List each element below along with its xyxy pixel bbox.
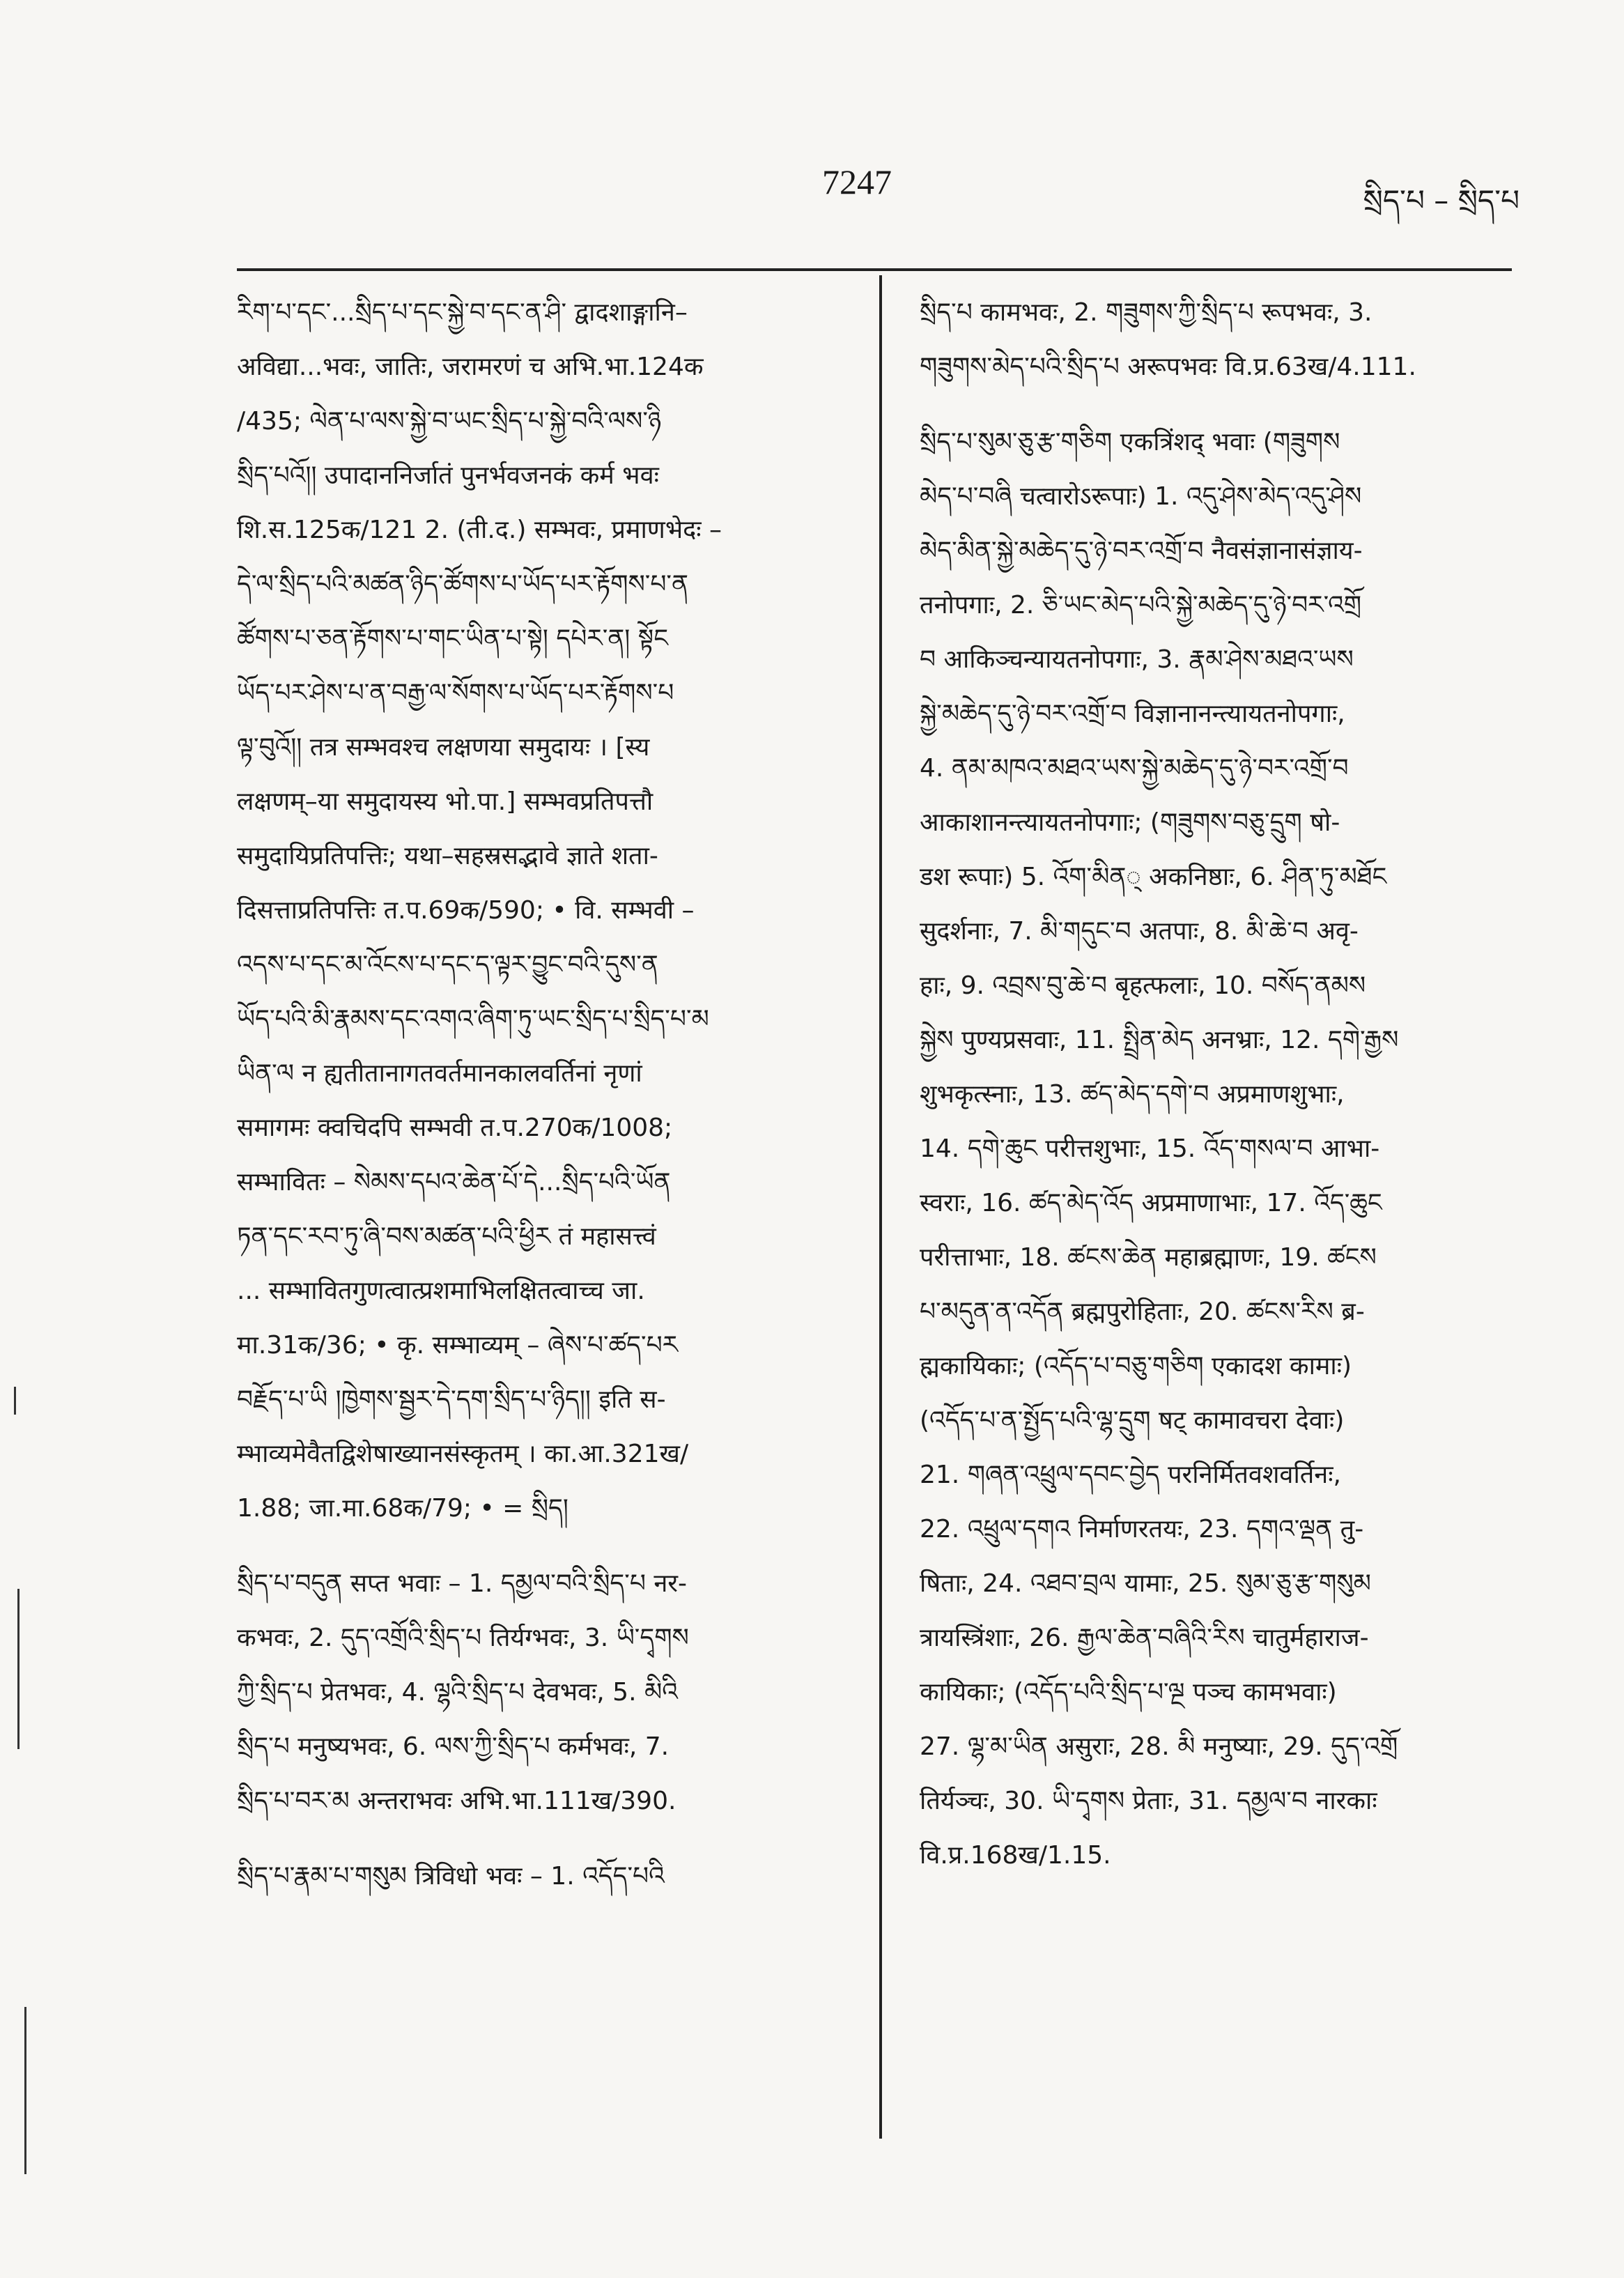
text-line: སྲིད་པ་བར་མ अन्तराभवः अभि.भा.111ख/390.	[237, 1787, 676, 1815]
dictionary-entry	[237, 1849, 850, 1904]
text-line: བ आकिञ्चन्यायतनोपगाः, 3. རྣམ་ཤེས་མཐའ་ཡས	[920, 645, 1354, 674]
text-line: 22. འཕྲུལ་དགའ निर्माणरतयः, 23. དགའ་ལྡན तु-	[920, 1515, 1364, 1544]
text-line: སྲིད་པ་རྣམ་པ་གསུམ त्रिविधो भवः – 1. འདོད་པའི	[237, 1862, 665, 1891]
text-line: ཏན་དང་རབ་ཏུ་ཞི་བས་མཚན་པའི་ཕྱིར तं महासत्त्वं	[237, 1222, 656, 1251]
text-line: परीत्ताभाः, 18. ཚངས་ཆེན महाब्रह्माणः, 19. ཚངས	[920, 1243, 1377, 1272]
text-line: समागमः क्वचिदपि सम्भवी त.प.270क/1008;	[237, 1114, 673, 1142]
text-line: སྐྱེ་མཆེད་དུ་ཉེ་བར་འགྲོ་བ विज्ञानानन्त्यायतनोपगाः,	[920, 700, 1345, 728]
text-line: 1.88; जा.मा.68क/79; • = སྲིད།	[237, 1494, 569, 1523]
dictionary-entry	[920, 286, 1519, 394]
text-line: तिर्यञ्चः, 30. ཡི་དྭགས प्रेताः, 31. དམྱལ་བ नारकाः	[920, 1787, 1377, 1815]
text-line: སྐྱེས पुण्यप्रसवाः, 11. སྤྲིན་མེད अनभ्राः, 12. དགེ་རྒྱས	[920, 1026, 1399, 1054]
text-line: डश रूपाः) 5. འོག་མིན् अकनिष्ठाः, 6. ཤིན་ཏུ་མཐོང	[920, 863, 1387, 891]
text-line: मा.31क/36; • कृ. सम्भाव्यम् – ཞེས་པ་ཚད་པར	[237, 1331, 679, 1360]
text-line: म्भाव्यमेवैतद्विशेषाख्यानसंस्कृतम् । का.आ.321ख/	[237, 1440, 689, 1468]
text-line: शि.स.125क/121 2. (ती.द.) सम्भवः, प्रमाणभेदः –	[237, 516, 722, 544]
header-rule	[237, 268, 1512, 271]
text-line: ལྟ་བུའོ།། तत्र सम्भवश्च लक्षणया समुदायः । [स्य	[237, 733, 650, 762]
dictionary-entry	[237, 1557, 850, 1829]
text-line: त्रायस्त्रिंशाः, 26. རྒྱལ་ཆེན་བཞིའི་རིས चातुर्महाराज-	[920, 1624, 1369, 1652]
text-line: लक्षणम्–या समुदायस्य भो.पा.] सम्भवप्रतिपत्तौ	[237, 787, 654, 816]
column-divider	[879, 275, 882, 2139]
left-margin-mark	[17, 1589, 20, 1749]
text-line: སྲིད་པའོ།། उपादाननिर्जातं पुनर्भवजनकं कर्म भवः	[237, 461, 659, 490]
text-line: འདས་པ་དང་མ་འོངས་པ་དང་ད་ལྟར་བྱུང་བའི་དུས་ན	[237, 951, 658, 979]
text-line: ཡོད་པར་ཤེས་པ་ན་བརྒྱ་ལ་སོགས་པ་ཡོད་པར་རྟོགས་པ	[237, 679, 674, 707]
text-line: ... सम्भावितगुणत्वात्प्रशमाभिलक्षितत्वाच्च जा.	[237, 1277, 645, 1305]
text-line: སྲིད་པ་སུམ་ཅུ་རྩ་གཅིག एकत्रिंशद् भवाः (གཟུགས	[920, 428, 1340, 456]
left-margin-mark	[24, 2007, 26, 2174]
text-line: 4. ནམ་མཁའ་མཐའ་ཡས་སྐྱེ་མཆེད་དུ་ཉེ་བར་འགྲོ་བ	[920, 754, 1349, 783]
text-line: སྲིད་པ मनुष्यभवः, 6. ལས་ཀྱི་སྲིད་པ कर्मभवः, 7.	[237, 1732, 670, 1761]
text-line: བརྗོད་པ་ཡི །ཁྱེགས་སྦྱར་དེ་དག་སྲིད་པ་ཉིད།། इति स-	[237, 1385, 666, 1414]
text-line: वि.प्र.168ख/1.15.	[920, 1841, 1111, 1870]
dictionary-entry	[920, 415, 1519, 1883]
page-number: 7247	[822, 162, 892, 201]
text-line: 27. ལྷ་མ་ཡིན असुराः, 28. མི मनुष्याः, 29. དུད་འགྲོ	[920, 1732, 1398, 1761]
dictionary-entry	[237, 286, 850, 1536]
text-line: शुभकृत्स्नाः, 13. ཚད་མེད་དགེ་བ अप्रमाणशुभाः,	[920, 1080, 1345, 1109]
text-line: དེ་ལ་སྲིད་པའི་མཚན་ཉིད་ཚོགས་པ་ཡོད་པར་རྟོགས་པ་ན	[237, 570, 689, 599]
running-head: སྲིད་པ – སྲིད་པ	[1363, 183, 1519, 217]
text-line: तनोपगाः, 2. ཅི་ཡང་མེད་པའི་སྐྱེ་མཆེད་དུ་ཉེ་བར་འགྲོ	[920, 591, 1362, 619]
text-line: समुदायिप्रतिपत्तिः; यथा–सहस्रसद्भावे ज्ञाते शता-	[237, 842, 658, 870]
text-line: 21. གཞན་འཕྲུལ་དབང་བྱེད परनिर्मितवशवर्तिनः,	[920, 1461, 1341, 1489]
text-line: स्वराः, 16. ཚད་མེད་འོད अप्रमाणाभाः, 17. འོད་ཆུང	[920, 1189, 1382, 1217]
text-line: སྲིད་པ་བདུན सप्त भवाः – 1. དམྱལ་བའི་སྲིད་པ नर-	[237, 1569, 688, 1598]
text-line: सुदर्शनाः, 7. མི་གདུང་བ अतपाः, 8. མི་ཆེ་བ अवृ-	[920, 917, 1359, 946]
text-line: ཡིན་ལ न ह्यतीतानागतवर्तमानकालवर्तिनां नृणां	[237, 1059, 642, 1088]
text-line: སྲིད་པ कामभवः, 2. གཟུགས་ཀྱི་སྲིད་པ रूपभवः, 3.	[920, 298, 1372, 327]
text-line: (འདོད་པ་ན་སྤྱོད་པའི་ལྷ་དྲུག षट् कामावचरा देवाः)	[920, 1406, 1345, 1435]
text-line: པ་མདུན་ན་འདོན ब्रह्मपुरोहिताः, 20. ཚངས་རིས ब्र-	[920, 1298, 1365, 1326]
left-margin-mark	[14, 1387, 16, 1415]
right-column	[920, 286, 1519, 2070]
text-line: མེད་མིན་སྐྱེ་མཆེད་དུ་ཉེ་བར་འགྲོ་བ नैवसंज्ञानासंज्ञाय-	[920, 537, 1363, 565]
text-line: हाः, 9. འབྲས་བུ་ཆེ་བ बृहत्फलाः, 10. བསོད་ནམས	[920, 971, 1366, 1000]
text-line: सम्भावितः – སེམས་དཔའ་ཆེན་པོ་དེ...སྲིད་པའི་ཡོན	[237, 1168, 671, 1196]
text-line: आकाशानन्त्यायतनोपगाः; (གཟུགས་བཅུ་དྲུག षो-	[920, 808, 1340, 837]
left-column	[237, 286, 850, 2132]
text-line: षिताः, 24. འཐབ་བྲལ यामाः, 25. སུམ་ཅུ་རྩ་གསུམ	[920, 1569, 1371, 1598]
text-line: दिसत्ताप्रतिपत्तिः त.प.69क/590; • वि. सम्भवी –	[237, 896, 695, 925]
text-line: कायिकाः; (འདོད་པའི་སྲིད་པ་ལྔ पञ्च कामभवाः)	[920, 1678, 1337, 1707]
text-line: अविद्या...भवः, जातिः, जरामरणं च अभि.भा.124क	[237, 353, 704, 381]
text-line: कभवः, 2. དུད་འགྲོའི་སྲིད་པ तिर्यग्भवः, 3. ཡི་དྭགས	[237, 1624, 689, 1652]
text-line: ཡོད་པའི་མི་རྣམས་དང་འགའ་ཞིག་ཏུ་ཡང་སྲིད་པ་སྲིད་པ་མ	[237, 1005, 709, 1033]
text-line: ཀྱི་སྲིད་པ प्रेतभवः, 4. ལྷའི་སྲིད་པ देवभवः, 5. མིའི	[237, 1678, 678, 1707]
text-line: གཟུགས་མེད་པའི་སྲིད་པ अरूपभवः वि.प्र.63ख/4.111.	[920, 353, 1416, 381]
text-line: རིག་པ་དང་...སྲིད་པ་དང་སྐྱེ་བ་དང་ན་ཤི་ द्वादशाङ्गानि–	[237, 298, 688, 327]
text-line: མེད་པ་བཞི चत्वारोऽरूपाः) 1. འདུ་ཤེས་མེད་འདུ་ཤེས	[920, 482, 1362, 511]
text-line: ཚོགས་པ་ཅན་རྟོགས་པ་གང་ཡིན་པ་སྟེ། དཔེར་ན། སྟོང	[237, 624, 668, 653]
text-line: /435; ལེན་པ་ལས་སྐྱེ་བ་ཡང་སྲིད་པ་སྐྱེ་བའི་ལས་ཉི	[237, 407, 662, 436]
text-line: 14. དགེ་ཆུང परीत्तशुभाः, 15. འོད་གསལ་བ आभा-	[920, 1134, 1380, 1163]
text-line: ह्मकायिकाः; (འདོད་པ་བཅུ་གཅིག एकादश कामाः)	[920, 1352, 1352, 1380]
